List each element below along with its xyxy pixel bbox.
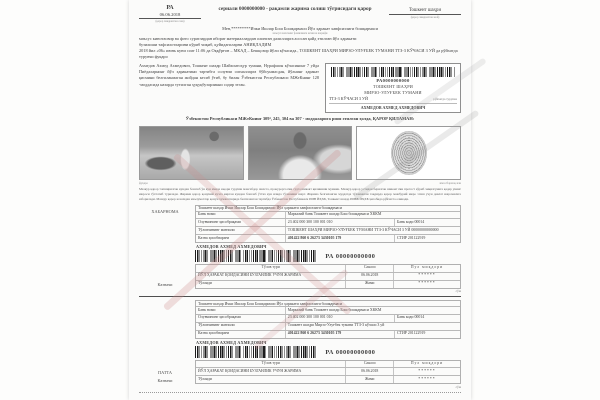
stamp-number: РА0000000000 — [376, 77, 410, 83]
stamp-city: ТОШКЕНТ ШАҲРИ — [373, 83, 413, 89]
slip1-barcode-icon — [195, 250, 317, 262]
paid-label: Тўланди — [196, 376, 346, 383]
pay-date-header: Санаси — [346, 361, 394, 368]
fingerprint-icon — [391, 131, 427, 175]
paid-label: Тўланди — [196, 281, 346, 288]
slip1-treasury-row — [196, 235, 460, 242]
treasury-label: Казна ҳисобварағи — [196, 331, 286, 338]
slip2-payer-name: АХМЕДОВ АХМЕД АХМЕДОВИЧ — [196, 340, 267, 346]
slip1-payment-header — [196, 265, 460, 273]
event-line: 2018 йил «06» июнь куни соат 11:06 да Оққўрғон – МКАД – Бешқозир йўли кўчасида., ТОШКЕНТ ШАҲРИ МИРЗО-УЛУҒБЕК ТУМАНИ ТТЗ-3 КЎЧАСИ 3 УЙ да рўйхатда турувчи фуқаро — [139, 48, 458, 60]
account-label: Олувчининг ҳисобрақами — [196, 315, 286, 322]
account-value: 23 402 000 300 100 001 010 — [287, 315, 333, 320]
registration-stamp-box — [325, 63, 461, 113]
treasury-label: Казна ҳисобварағи — [196, 235, 286, 242]
bank-label: Банк номи — [196, 307, 286, 314]
slip1-address-row — [196, 227, 460, 235]
officer-caption: маъсул шахснинг фамилияси исми ва шарифи — [272, 31, 328, 35]
payment-slip-receipt — [139, 300, 461, 389]
slip1-barcode-number: РА 00000000000 — [325, 252, 376, 260]
document-header — [139, 5, 461, 23]
series-date-block — [139, 5, 201, 23]
stamp-barcode-icon — [331, 67, 455, 77]
slip1-organization: Тошкент шаҳар Ички Ишлар Бош Бошқармаси Йўл ҳаракати хавфсизлиги бошқармаси — [196, 206, 460, 212]
slip1-body — [195, 205, 461, 294]
series-prefix: РА — [166, 5, 174, 11]
total-amount: ****** — [418, 376, 436, 381]
decision-place: Тошкент шаҳри — [408, 8, 442, 13]
slip2-side-label: ПАТТА — [158, 369, 172, 375]
photo-captions — [139, 181, 461, 185]
pay-date-header: Санаси — [346, 265, 394, 272]
fine-decision-document — [129, 0, 471, 400]
pay-type-header: Тўлов тури — [196, 361, 346, 368]
stir-value: СТИР 201122919 — [394, 331, 460, 338]
fine-type: ЙЎЛ ҲАРАКАТ ҚОИДАСИНИ БУЗГАНЛИК УЧУН ЖАРИМА — [196, 368, 346, 375]
bank-code: Банк коди 00014 — [394, 219, 460, 226]
slip1-total-row — [196, 281, 460, 288]
bank-code: Банк коди 00014 — [394, 315, 460, 322]
slip2-account-row — [196, 315, 460, 323]
evidence-photo-scene — [139, 126, 244, 180]
slip2-payment-header — [196, 361, 460, 369]
officer-line: Мен,*********Ички Ишлар Бош Бошқармаси Йўл ҳаракат хавфсизлиги бошқармаси — [222, 25, 378, 31]
evidence-line-2: бузилиши тафсилотларини кўриб чиқиб, қуйидагиларни АНИҚЛАДИМ — [139, 41, 272, 47]
slip2-total-row — [196, 376, 460, 383]
slip2-treasury-row — [196, 331, 460, 338]
address-value: ТОШКЕНТ ШАҲРИ МИРЗО-УЛУҒБЕК ТУМАНИ ТТЗ-3 КЎЧАСИ 3 УЙ 00000000000000 — [287, 227, 439, 232]
address-label: Тўловчининг манзили — [196, 323, 286, 330]
total-amount: ****** — [418, 281, 436, 286]
stamp-district: МИРЗО-УЛУҒБЕК ТУМАНИ — [364, 90, 422, 96]
slip1-bank-row — [196, 212, 460, 220]
fine-date: 06.06.2018 — [346, 273, 394, 280]
account-label: Олувчининг ҳисобрақами — [196, 219, 286, 226]
bank-label: Банк номи — [196, 212, 286, 219]
slip2-fine-row — [196, 368, 460, 376]
fine-amount: ****** — [418, 368, 436, 373]
slip2-side-labels — [139, 300, 195, 389]
stamp-note: рўйхатда турувчи — [433, 97, 457, 102]
place-block — [389, 5, 461, 19]
fingerprint-box — [356, 126, 461, 180]
slip1-fine-row — [196, 273, 460, 281]
bank-value: Марказий банк Тошкент шаҳар Бош бошқармаси ХККМ — [287, 307, 382, 312]
slip2-barcode-row — [195, 346, 461, 358]
place-caption: (қарор чиқарилган жой) — [410, 15, 440, 19]
payment-slip-notice — [139, 205, 461, 294]
stamp-person-name: АХМЕДОВ АХМЕД АХМЕДОВИЧ — [329, 103, 457, 110]
pay-type-header: Тўлов тури — [196, 265, 346, 272]
slip1-payer-name: АХМЕДОВ АХМЕД АХМЕДОВИЧ — [196, 244, 267, 250]
decision-date: 06.06.2018 — [159, 12, 181, 17]
slip2-payment-table — [195, 360, 461, 385]
slip2-currency-label: сўм — [455, 384, 461, 389]
slip1-account-row — [196, 219, 460, 227]
evidence-line-1: маъсус кинотасвир ва фото суратлардан иборат материаллардан олинган далилларга асосан қайд этилган йўл ҳаракати — [139, 35, 357, 41]
total-label: Жами — [346, 281, 394, 288]
address-label: Тўловчининг манзили — [196, 227, 286, 234]
date-caption: (қарор чиқарилган сана) — [155, 19, 185, 23]
photo-caption-right: имзо/бармоқ изи — [439, 180, 461, 185]
evidence-photos-row — [139, 126, 461, 180]
account-value: 23 402 000 300 100 001 010 — [287, 219, 333, 224]
slip2-bank-row — [196, 307, 460, 315]
pay-amount-header: Пул миқдори — [410, 361, 444, 366]
slip1-side-labels — [139, 205, 195, 294]
evidence-photo-person — [248, 126, 353, 180]
bank-value: Марказий банк Тошкент шаҳар Бош бошқармаси ХККМ — [287, 212, 382, 217]
slip2-barcode-icon — [195, 346, 317, 358]
slip1-barcode-row — [195, 250, 461, 262]
slip1-currency-label: сўм — [455, 289, 461, 294]
intro-paragraph — [139, 26, 461, 61]
stamp-street: ТТЗ-3 КЎЧАСИ 3 УЙ — [329, 96, 369, 102]
treasury-value: 401422 860 6 26273 3430105 179 — [287, 331, 342, 336]
fine-type: ЙЎЛ ҲАРАКАТ ҚОИДАСИНИ БУЗГАНЛИК УЧУН ЖАРИМА — [196, 273, 346, 280]
fine-amount: ****** — [418, 273, 436, 278]
violator-section — [139, 63, 461, 113]
slip1-side-label: ХАБАРНОМА — [151, 208, 179, 214]
total-label: Жами — [346, 376, 394, 383]
slip2-cashier-label: Казначи — [157, 377, 173, 383]
fine-date: 06.06.2018 — [346, 368, 394, 375]
slip-separator-line — [139, 296, 461, 297]
decision-line: Ўзбекистон Республикаси МЖтКнинг 309¹, 245, 304 ва 307 - моддаларига риоя этилган ҳолда, ҚАРОР ҚИЛАМАН: — [185, 115, 415, 121]
violator-paragraph: Ахмедов Ахмед Ахмедович, Тошкент шаҳар Шайхонтоҳур тумани, Нурафшон кўчасининг 7 уйда Пиёдаларнинг йўл ҳаракатини тартибга солувчи сигналларга бўйсунмасдан, йўлнинг ҳаракат қисмини белгиланмаган жойдан кесиб ўтиб, бу билан Ўзбекистон Республикаси МЖтКнинг 128 -моддасида назарда тутилган ҳуқуқбузарликни содир этган. — [139, 62, 319, 87]
slip1-payment-table — [195, 264, 461, 289]
slip2-address-row — [196, 323, 460, 331]
treasury-value: 401422 860 6 26273 3430105 179 — [287, 235, 342, 240]
document-title: сериали 0000000000 - рақамли жарима солиш тўғрисидаги қарор — [218, 6, 372, 12]
slip2-body — [195, 300, 461, 389]
slip1-details-table — [195, 205, 461, 243]
slip2-barcode-number: РА 00000000000 — [325, 348, 376, 356]
slip2-details-table — [195, 300, 461, 338]
slip2-organization: Тошкент шаҳар Ички Ишлар Бош Бошқармаси Йўл ҳаракати хавфсизлиги бошқармаси — [196, 301, 460, 307]
legal-fine-print: Мазкур қарор топширилган кундан бошлаб ўн кун ичида юқори турувчи мансабдор шахсга, прокурорга ёки судга шикоят қилиниши мумкин. Мазкур қарор устидан берилган шикоят ёки протест кўриб чиқилгунига қадар унинг ижроси тўхтатиб турилади. Жарима қарор қонуний кучга кирган кундан бошлаб ўттиз кун ичида тўланиши шарт. Жарима белгиланган муддатда тўланмаган тақдирда қарор мажбурий ижро этиш учун давлат ижрочисига юборилади. Мазкур қарор юзасидан маълумотлар қонун ҳужжатларида белгиланган тартибда Ўзбекистон Республикаси ИИВ ЙҲХБ, Тошкент шаҳар ИИББ ЙҲХБ ҳисобида рўйхатга олинади. — [139, 186, 461, 201]
stir-value: СТИР 201122919 — [394, 235, 460, 242]
stamp-street-row — [329, 96, 457, 101]
slip1-cashier-label: Казначи — [157, 282, 173, 288]
cut-line — [139, 392, 461, 393]
address-value: Тошкент шаҳри Мирзо-Улуғбек тумани ТТЗ-3 кўчаси 3 уй — [287, 323, 385, 328]
photo-caption-left: фуқаро — [139, 180, 149, 185]
pay-amount-header: Пул миқдори — [410, 265, 444, 270]
